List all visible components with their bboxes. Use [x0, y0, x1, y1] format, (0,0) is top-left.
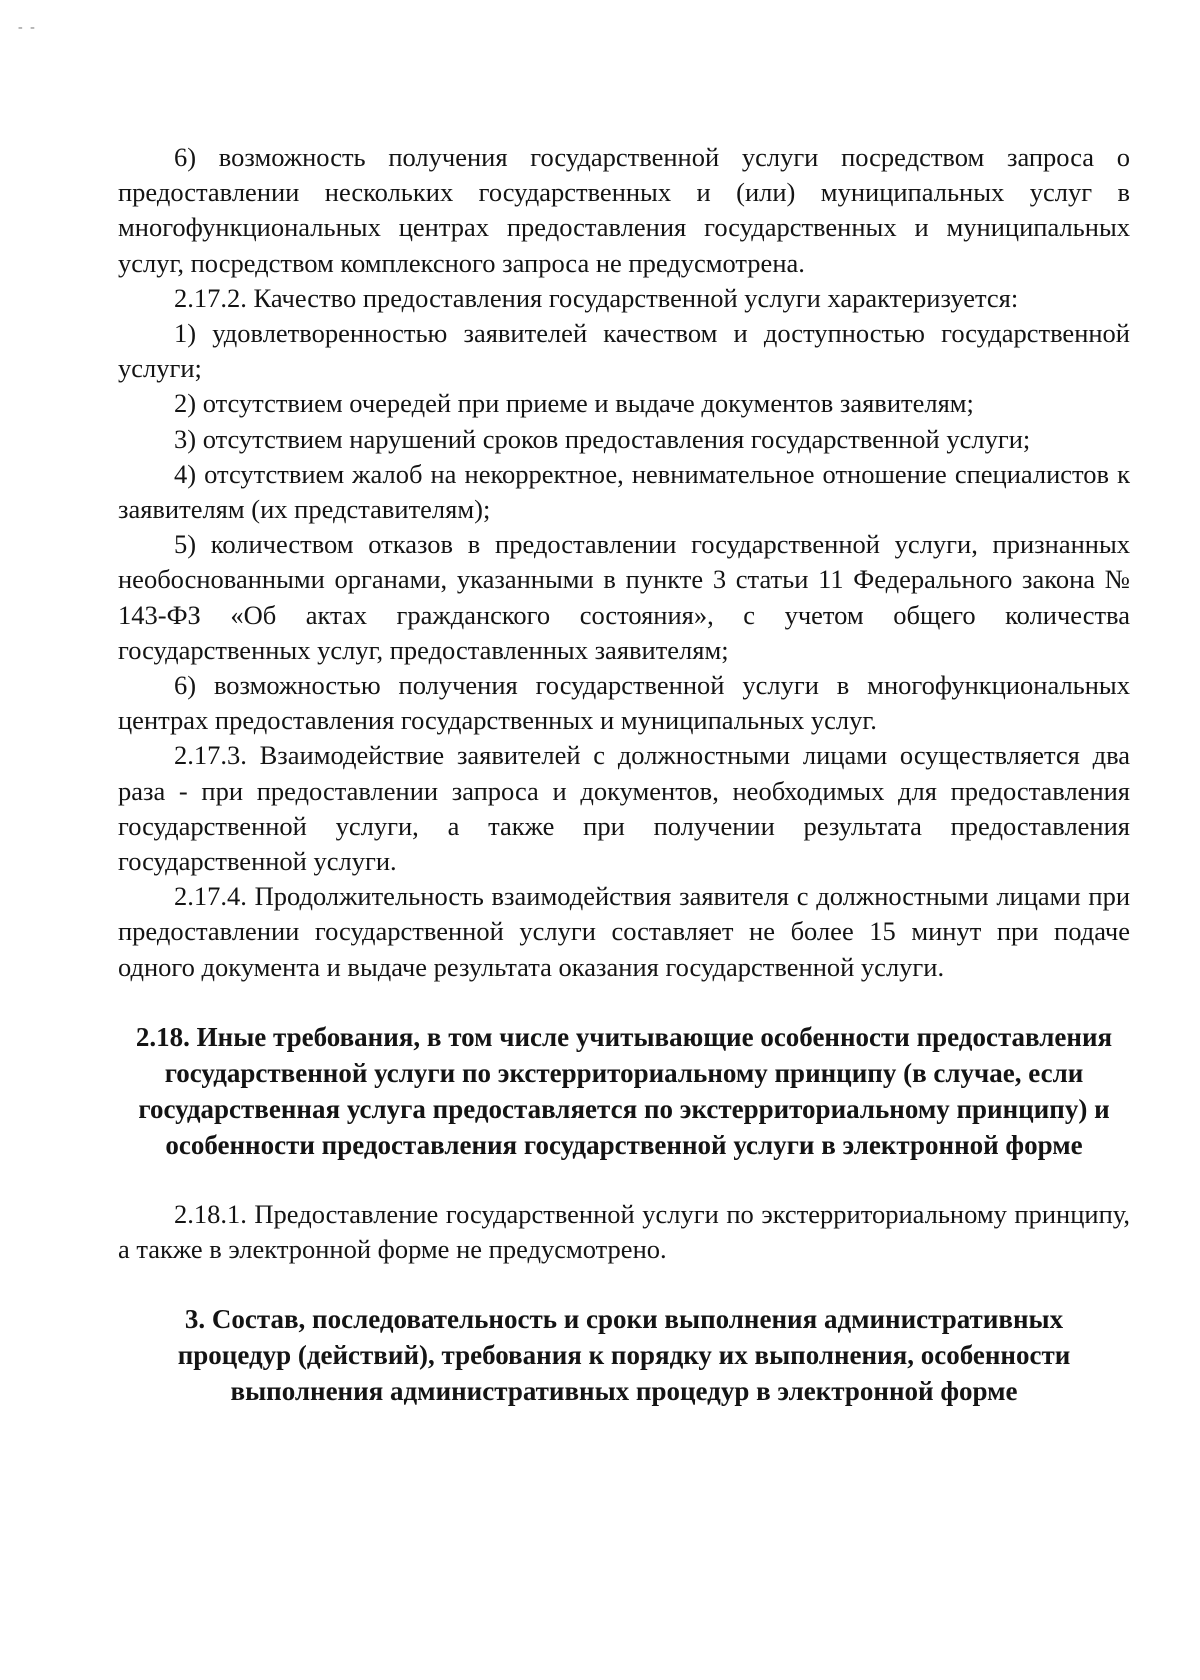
paragraph-2-17-4: 2.17.4. Продолжительность взаимодействия заявителя с должностными лицами при предоставлении государственной услуги составляет не более 15 минут при подаче одного документа и выдаче результата оказания государственной услуги.	[118, 881, 1130, 982]
scan-corner-mark: - -	[18, 20, 37, 35]
section-heading-wrap	[118, 1301, 1130, 1409]
paragraph-mfc-complex-request: 6) возможность получения государственной услуги посредством запроса о предоставлении нескольких государственных и (или) муниципальных услуг в многофункциональных центрах предоставления государственных и муниципальных услуг, посредством комплексного запроса не предусмотрена.	[118, 142, 1130, 278]
list-item-2: 2) отсутствием очередей при приеме и выдаче документов заявителям;	[174, 388, 974, 419]
list-item-5: 5) количеством отказов в предоставлении государственной услуги, признанных необоснованными органами, указанными в пункте 3 статьи 11 Федерального закона № 143-ФЗ «Об актах гражданского состояния», с учетом общего количества государственных услуг, предоставленных заявителям;	[118, 529, 1130, 665]
paragraph-2-18-1: 2.18.1. Предоставление государственной услуги по экстерриториальному принципу, а также в электронной форме не предусмотрено.	[118, 1198, 1130, 1265]
list-item-4: 4) отсутствием жалоб на некорректное, невнимательное отношение специалистов к заявителям (их представителям);	[118, 458, 1130, 525]
spacer	[118, 985, 1130, 1019]
list-item-1: 1) удовлетворенностью заявителей качеством и доступностью государственной услуги;	[118, 318, 1130, 384]
list-item-6: 6) возможностью получения государственной услуги в многофункциональных центрах предоставления государственных и муниципальных услуг.	[118, 670, 1130, 736]
section-heading-3: 3. Состав, последовательность и сроки выполнения административных процедур (действий), требования к порядку их выполнения, особенности выполнения административных процедур в электронной форме	[177, 1304, 1071, 1407]
spacer	[118, 1163, 1130, 1197]
document-page	[118, 140, 1130, 1409]
spacer	[118, 1267, 1130, 1301]
paragraph-2-17-3: 2.17.3. Взаимодействие заявителей с должностными лицами осуществляется два раза - при предоставлении запроса и документов, необходимых для предоставления государственной услуги, а также при получении результата предоставления государственной услуги.	[118, 740, 1130, 877]
section-heading-2-18: 2.18. Иные требования, в том числе учитывающие особенности предоставления государственной услуги по экстерриториальному принципу (в случае, если государственная услуга предоставляется по экстерриториальному принципу) и особенности предоставления государственной услуги в электронной форме	[135, 1021, 1113, 1160]
paragraph-2-17-2: 2.17.2. Качество предоставления государственной услуги характеризуется:	[174, 282, 1019, 313]
list-item-3: 3) отсутствием нарушений сроков предоставления государственной услуги;	[174, 423, 1031, 454]
